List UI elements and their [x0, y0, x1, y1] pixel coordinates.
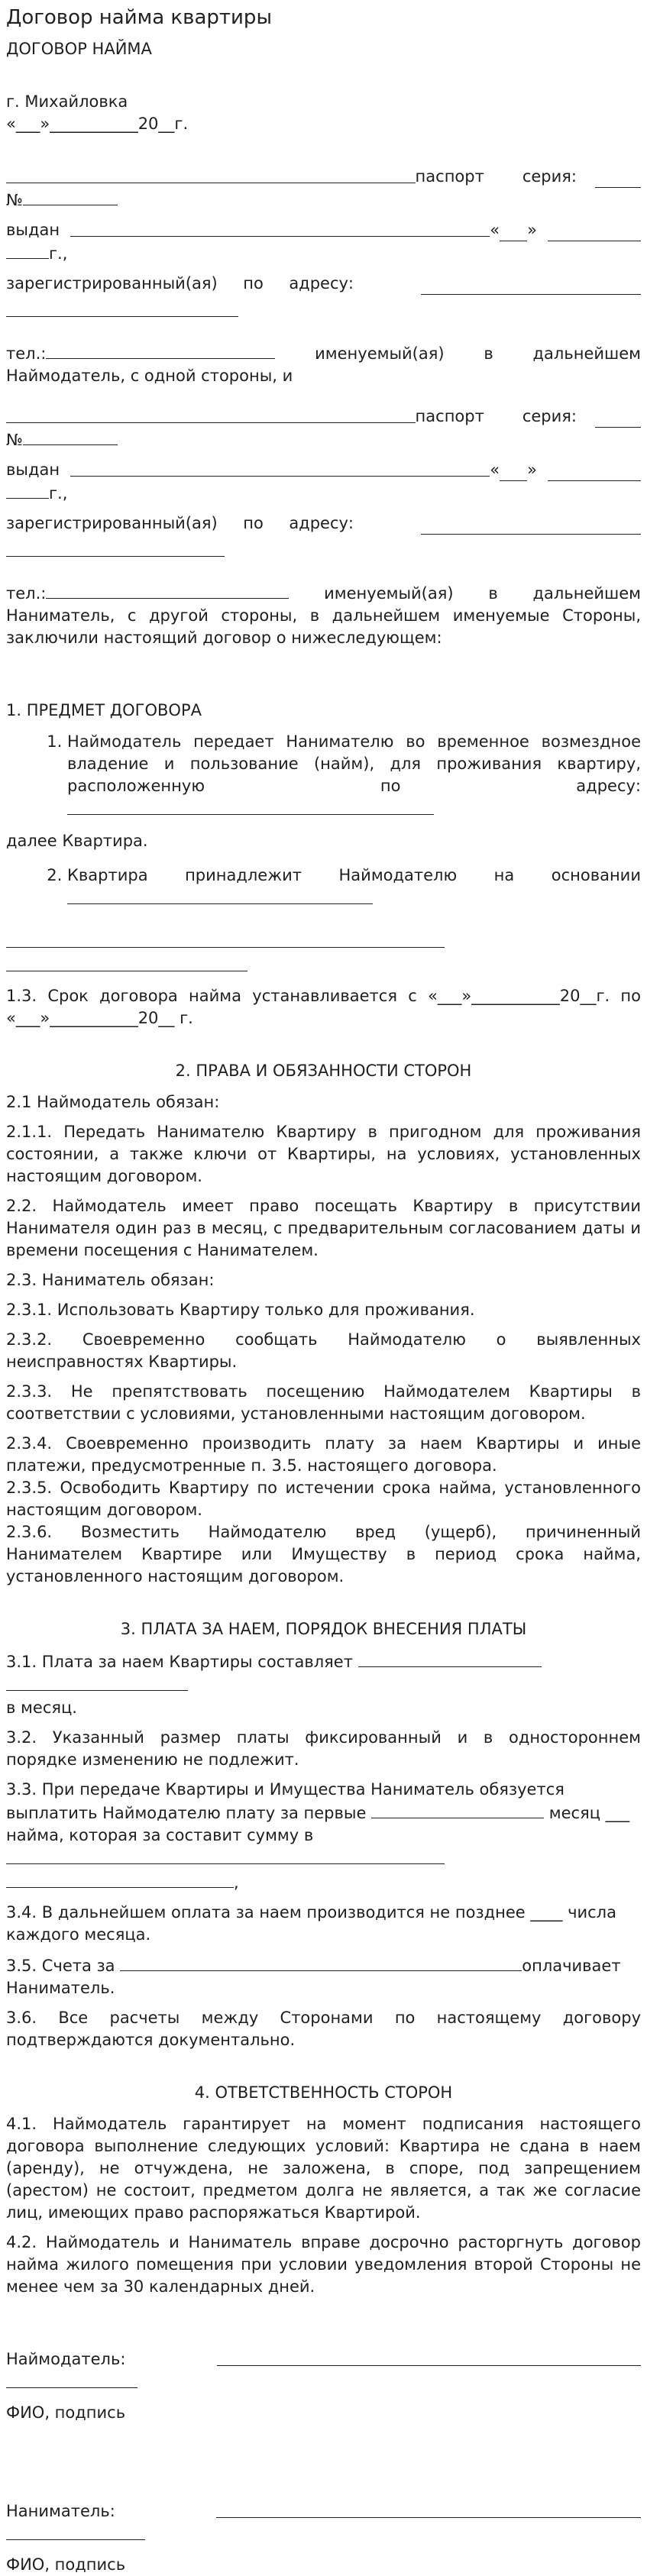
p3-4: 3.4. В дальнейшем оплата за наем производится не позднее ____ числа каждого месяца. — [6, 1903, 616, 1944]
section3-title: 3. ПЛАТА ЗА НАЕМ, ПОРЯДОК ВНЕСЕНИЯ ПЛАТЫ — [120, 1620, 527, 1638]
p2-2: 2.2. Наймодатель имеет право посещать Квартиру в присутствии Нанимателя один раз в месяц, с предварительным согласованием даты и времени посещения с Нанимателем. — [6, 1197, 641, 1259]
section1-item2: 2. Квартира принадлежит Наймодателю на основании — [67, 865, 641, 910]
section1-p13: 1.3. Срок договора найма устанавливается с «___»___________20__г. по «___»___________20__ г. — [6, 987, 641, 1027]
party1-registered-row: зарегистрированный(ая) по адресу: — [6, 273, 641, 295]
p3-5: 3.5. Счета за оплачивает Наниматель. — [6, 1954, 641, 1999]
tel-line — [46, 341, 275, 359]
p2-3-2: 2.3.2. Своевременно сообщать Наймодателю о выявленных неисправностях Квартиры. — [6, 1330, 641, 1371]
party1-tel: тел.: именуемый(ая) в дальнейшем Наймодатель, с одной стороны, и — [6, 341, 641, 387]
p2-3-5: 2.3.5. Освободить Квартиру по истечении срока найма, установленного настоящим договором. — [6, 1479, 641, 1519]
p3-2: 3.2. Указанный размер платы фиксированный и в одностороннем порядке изменению не подлежит. — [6, 1728, 641, 1769]
document-page: Договор найма квартиры ДОГОВОР НАЙМА г. Михайловка «___»___________20__г. паспорт серия: № выдан « » г., зарегистрированный(ая) по адресу: тел.: именуемый(ая) в дальнейшем Наймодатель, с одной стороны, и паспорт серия: № выдан « » г., зарегистрированный(ая) по адресу: тел.: именуемый(ая) в дальнейшем Наниматель, с другой стороны, в дальнейшем именуемые Стороны, заключили настоящий договор о нижеследующем: 1. ПРЕДМЕТ ДОГОВОРА 1. Наймодатель передает Нанимателю во временное возмездное владение и пользование (найм), для проживания квартиру, расположенную по адресу: далее Квартира. 2. Квартира принадлежит Наймодателю на основании 1.3. Срок договора найма устанавливается с «___»___________20__г. по «___»___________20__ г. 2. ПРАВА И ОБЯЗАННОСТИ СТОРОН 2.1 Наймодатель обязан: 2.1.1. Передать Нанимателю Квартиру в пригодном для проживания состоянии, а также ключи от Квартиры, на условиях, установленных настоящим договором. 2.2. Наймодатель имеет право посещать Квартиру в присутствии Нанимателя один раз в месяц, с предварительным согласованием даты и времени посещения с Нанимателем. 2.3. Наниматель обязан: 2.3.1. Использовать Квартиру только для проживания. 2.3.2. Своевременно сообщать Наймодателю о выявленных неисправностях Квартиры. 2.3.3. Не препятствовать посещению Наймодателем Квартиры в соответствии с условиями, установленными настоящим договором. 2.3.4. Своевременно производить плату за наем Квартиры и иные платежи, предусмотренные п. 3.5. настоящего договора. 2.3.5. Освободить Квартиру по истечении срока найма, установленного настоящим договором. 2.3.6. Возместить Наймодателю вред (ущерб), причиненный Нанимателем Квартире или Имуществу в период срока найма, установленного настоящим договором. 3. ПЛАТА ЗА НАЕМ, ПОРЯДОК ВНЕСЕНИЯ ПЛАТЫ 3.1. Плата за наем Квартиры составляет в месяц. 3.2. Указанный размер платы фиксированный и в одностороннем порядке изменению не подлежит. 3.3. При передаче Квартиры и Имущества Наниматель обязуется выплатить Наймодателю плату за первые месяц ___ найма, которая за составит сумму в , 3.4. В дальнейшем оплата за наем производится не позднее ____ числа каждого месяца. 3.5. Счета за оплачивает Наниматель. 3.6. Все расчеты между Сторонами по настоящему договору подтверждаются документально. 4. ОТВЕТСТВЕННОСТЬ СТОРОН 4.1. Наймодатель гарантирует на момент подписания настоящего договора выполнение следующих условий: Квартира не сдана в наем (аренду), не отчуждена, не заложена, в споре, под запрещением (арестом) не состоит, предметом долга не является, а так же согласие лиц, имеющих право распоряжаться Квартирой. 4.2. Наймодатель и Наниматель вправе досрочно расторгнуть договор найма жилого помещения при условии уведомления второй Стороны не менее чем за 30 календарных дней. Наймодатель: ФИО, подпись Наниматель: ФИО, подпись — [0, 5, 647, 2429]
contract-date: «___»___________20__г. — [6, 115, 189, 133]
series-label: серия: — [522, 167, 577, 186]
party1-number-row: № — [6, 188, 641, 212]
p2-3: 2.3. Наниматель обязан: — [6, 1271, 215, 1289]
address-line — [421, 277, 641, 295]
landlord-signature-row — [6, 2348, 641, 2371]
p2-3-6: 2.3.6. Возместить Наймодателю вред (ущерб), причиненный Нанимателем Квартире или Имуществу в период срока найма, установленного настоящим договором. — [6, 1523, 641, 1585]
tenant-fio: ФИО, подпись — [6, 2555, 126, 2574]
party1-name-line — [6, 166, 416, 183]
party2-registered-row: зарегистрированный(ая) по адресу: — [6, 512, 641, 535]
landlord-signature-line — [217, 2348, 641, 2366]
tenant-signature-row — [6, 2500, 641, 2523]
section1-after-item1: далее Квартира. — [6, 832, 148, 850]
party2-issued-row: выдан « » — [6, 459, 641, 481]
p2-3-4: 2.3.4. Своевременно производить плату за наем Квартиры и иные платежи, предусмотренные п. 3.5. настоящего договора. — [6, 1434, 641, 1475]
party2-passport-row: паспорт серия: — [6, 406, 641, 428]
p4-1: 4.1. Наймодатель гарантирует на момент подписания настоящего договора выполнение следующих условий: Квартира не сдана в наем (аренду), не отчуждена, не заложена, в споре, под запрещением (арестом) не состоит, предметом долга не является, а так же согласие лиц, имеющих право распоряжаться Квартирой. — [6, 2115, 641, 2222]
city: г. Михайловка — [6, 92, 128, 111]
section1-title: 1. ПРЕДМЕТ ДОГОВОРА — [6, 701, 202, 719]
p2-1-1: 2.1.1. Передать Нанимателю Квартиру в пригодном для проживания состоянии, а также ключи от Квартиры, на условиях, установленных настоящим договором. — [6, 1123, 641, 1185]
party1-issued-row: выдан « » — [6, 219, 641, 241]
document-title: Договор найма квартиры — [6, 6, 272, 29]
party2-name-line — [6, 406, 416, 423]
p2-3-3: 2.3.3. Не препятствовать посещению Наймодателем Квартиры в соответствии с условиями, установленными настоящим договором. — [6, 1382, 641, 1423]
p2-3-1: 2.3.1. Использовать Квартиру только для проживания. — [6, 1301, 475, 1319]
tenant-label: Наниматель: — [6, 2502, 115, 2520]
section1-item1: 1. Наймодатель передает Нанимателю во временное возмездное владение и пользование (найм), для проживания квартиру, расположенную по адресу: — [67, 731, 641, 821]
p3-1-tail: в месяц. — [6, 1698, 77, 1717]
p2-1: 2.1 Наймодатель обязан: — [6, 1093, 220, 1111]
issued-line — [70, 219, 490, 237]
p3-3: 3.3. При передаче Квартиры и Имущества Наниматель обязуется выплатить Наймодателю плату за первые месяц ___ найма, которая за составит сумму в , — [6, 1780, 630, 1892]
landlord-fio: ФИО, подпись — [6, 2403, 126, 2422]
contract-heading: ДОГОВОР НАЙМА — [6, 40, 152, 58]
party1-year-row: г., — [6, 241, 641, 265]
number-line — [23, 188, 118, 205]
p4-2: 4.2. Наймодатель и Наниматель вправе досрочно расторгнуть договор найма жилого помещения при условии уведомления второй Стороны не менее чем за 30 календарных дней. — [6, 2233, 641, 2296]
series-line — [595, 170, 641, 188]
section2-title: 2. ПРАВА И ОБЯЗАННОСТИ СТОРОН — [175, 1062, 472, 1080]
section4-title: 4. ОТВЕТСТВЕННОСТЬ СТОРОН — [194, 2083, 453, 2102]
party1-passport-row — [6, 166, 641, 188]
landlord-label: Наймодатель: — [6, 2350, 126, 2368]
p3-1: 3.1. Плата за наем Квартиры составляет — [6, 1650, 641, 1673]
passport-label: паспорт — [415, 167, 484, 186]
section1-list — [6, 731, 641, 821]
party2-tel: тел.: именуемый(ая) в дальнейшем Наниматель, с другой стороны, в дальнейшем именуемые Стороны, заключили настоящий договор о нижеследующем: — [6, 581, 641, 649]
tenant-signature-line — [216, 2500, 641, 2518]
p3-6: 3.6. Все расчеты между Сторонами по настоящему договору подтверждаются документально. — [6, 2009, 641, 2049]
section1-list-2 — [6, 865, 641, 910]
